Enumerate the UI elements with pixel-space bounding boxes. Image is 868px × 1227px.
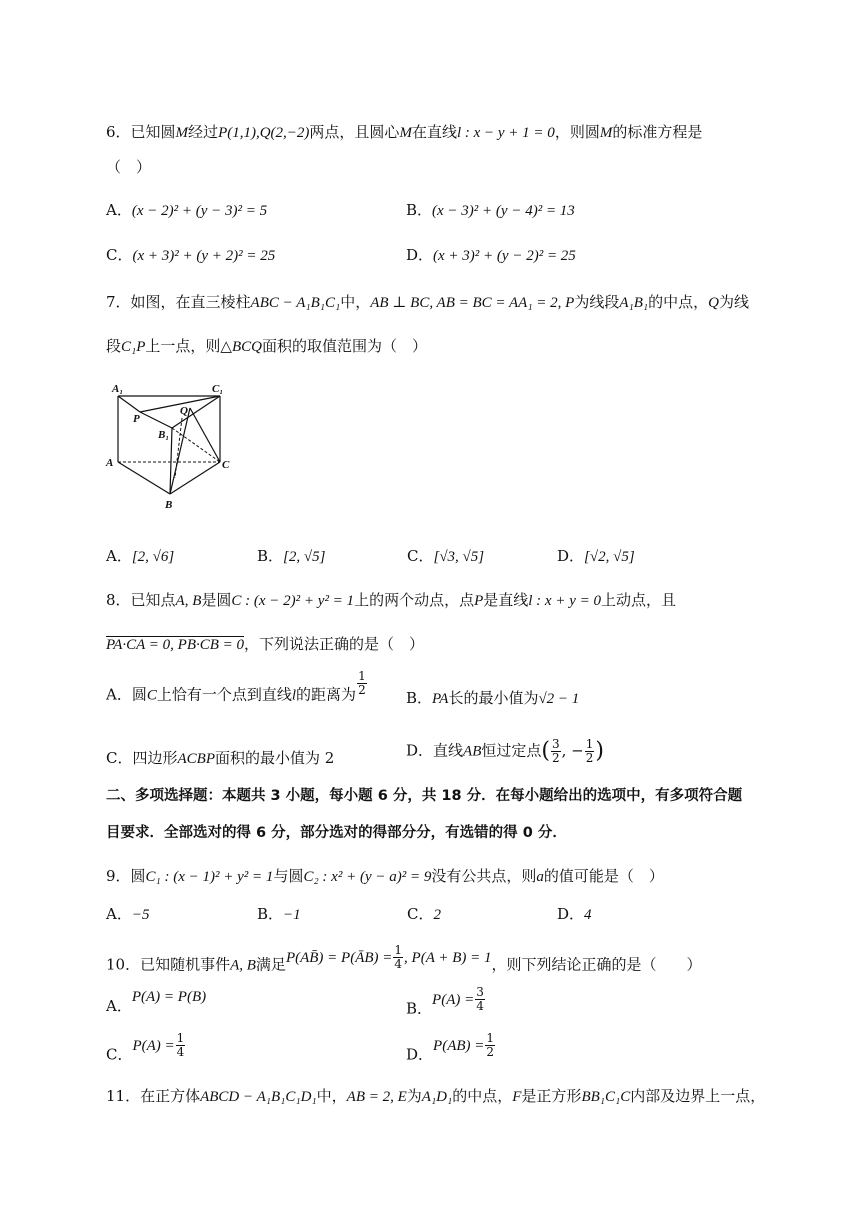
- q6-option-c: C．(x + 3)² + (y + 2)² = 25: [106, 246, 276, 264]
- label-b1: B₁: [158, 429, 170, 441]
- q6-paren: （ ）: [106, 158, 152, 176]
- q10-option-a: A．P(A) = P(B): [106, 989, 207, 1015]
- q10-option-c: C．P(A) = $\frac{1}{4}$: [106, 1031, 185, 1064]
- label-a1: A₁: [112, 383, 124, 395]
- prism-figure: [100, 378, 240, 513]
- q8-option-b: B．PA长的最小值为√2 − 1: [406, 689, 580, 707]
- q7-option-b: B．[2, √5]: [257, 547, 326, 565]
- q7-option-a: A．[2, √6]: [106, 547, 175, 565]
- edge-a-b: [118, 462, 170, 494]
- q6-option-d: D．(x + 3)² + (y − 2)² = 25: [406, 246, 576, 264]
- q9-option-b: B．−1: [257, 905, 301, 923]
- label-c1: C₁: [212, 383, 224, 395]
- edge-b-c: [170, 462, 220, 494]
- segment-q-b: [170, 408, 190, 494]
- q9-stem: 9．圆C₁ : (x − 1)² + y² = 1与圆C₂ : x² + (y − a)² = 9没有公共点，则a的值可能是（ ）: [106, 867, 664, 885]
- label-a: A: [106, 457, 114, 469]
- q7-option-d: D．[√2, √5]: [557, 547, 635, 565]
- label-q: Q: [180, 405, 188, 417]
- q6-option-b: B．(x − 3)² + (y − 4)² = 13: [406, 201, 575, 219]
- q7-stem-line2: 段C₁P上一点，则△BCQ面积的取值范围为（ ）: [106, 337, 427, 355]
- q6-stem: 6．已知圆M经过P(1,1),Q(2,−2)两点，且圆心M在直线l : x − y + 1 = 0，则圆M的标准方程是: [106, 123, 703, 141]
- q9-option-d: D．4: [557, 905, 592, 923]
- q9-option-a: A．−5: [106, 905, 150, 923]
- q11-stem: 11．在正方体ABCD − A₁B₁C₁D₁中，AB = 2, E为A₁D₁的中点，F是正方形BB₁C₁C内部及边界上一点，: [106, 1087, 766, 1105]
- label-c: C: [222, 459, 230, 471]
- section2-heading-line1: 二、多项选择题：本题共 3 小题，每小题 6 分，共 18 分．在每小题给出的选项中，有多项符合题: [106, 788, 743, 804]
- q8-stem-line1: 8．已知点A, B是圆C : (x − 2)² + y² = 1上的两个动点，点P是直线l : x + y = 0上动点，且: [106, 591, 677, 609]
- q8-option-a: A．圆C上恰有一个点到直线l的距离为 $\frac{1}{2}$: [106, 669, 366, 704]
- q8-option-d: D．直线AB恒过定点( $\frac{3}{2}$ , − $\frac{1}{2}$ ): [406, 737, 604, 765]
- q10-option-b: B．P(A) = $\frac{3}{4}$: [406, 985, 484, 1018]
- q10-option-d: D．P(AB) = $\frac{1}{2}$: [406, 1031, 495, 1064]
- section2-heading-line2: 目要求．全部选对的得 6 分，部分选对的得部分分，有选错的得 0 分．: [106, 825, 567, 841]
- q7-stem-line1: 7．如图，在直三棱柱ABC − A₁B₁C₁中，AB ⊥ BC, AB = BC = AA₁ = 2, P为线段A₁B₁的中点，Q为线: [106, 293, 749, 311]
- edge-p-b1: [140, 412, 172, 428]
- q8-stem-line2: PA·CA = 0, PB·CB = 0，下列说法正确的是（ ）: [106, 635, 425, 653]
- q10-stem: 10．已知随机事件A, B满足P(AB̄) = P(ĀB) = $\frac{1}{4}$ , P(A + B) = 1，则下列结论正确的是（ ）: [106, 943, 702, 974]
- segment-q-c: [190, 408, 220, 462]
- label-p: P: [133, 413, 140, 425]
- q8-option-c: C．四边形ACBP面积的最小值为 2: [106, 749, 335, 767]
- edge-a1-p: [118, 396, 140, 412]
- q9-option-c: C．2: [407, 905, 441, 923]
- q7-option-c: C．[√3, √5]: [407, 547, 485, 565]
- label-b: B: [165, 499, 173, 511]
- q6-option-a: A．(x − 2)² + (y − 3)² = 5: [106, 201, 268, 219]
